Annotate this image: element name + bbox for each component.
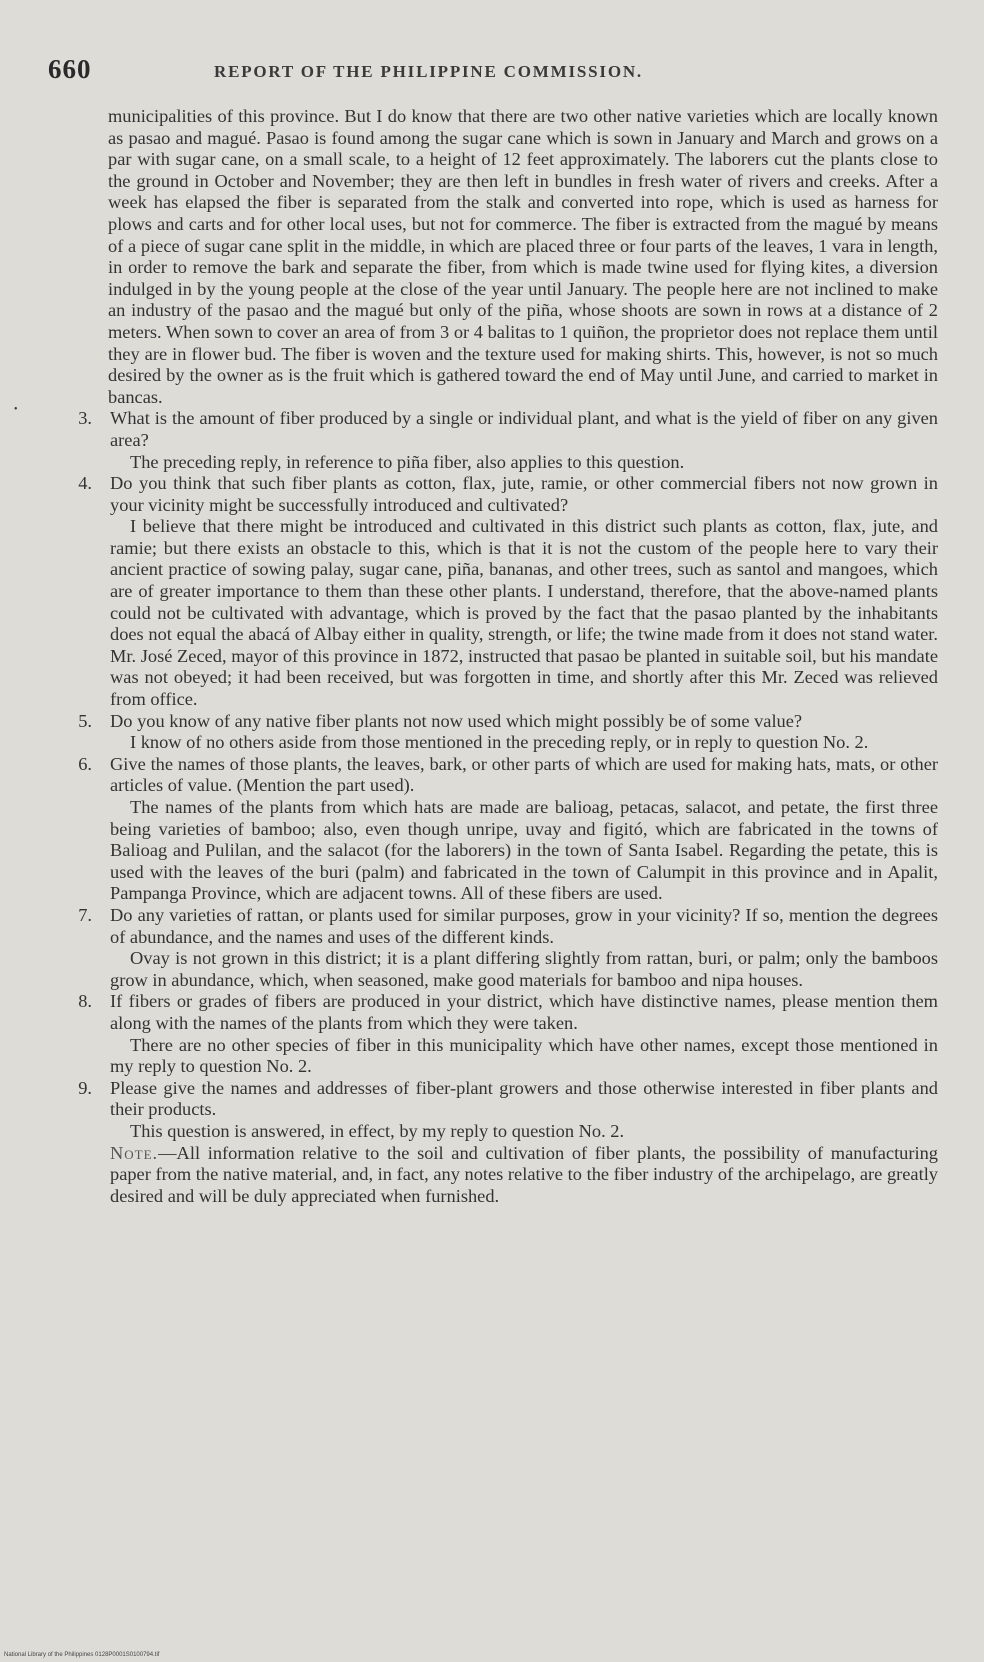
continuation-paragraph: municipalities of this province. But I do know that there are two other native varieties which are locally known as pasao and magué. Pasao is found among the sugar cane which is sown in January and March and grows on a par with sugar cane, on a small scale, to a height of 12 feet approximately. The laborers cut the plants close to the ground in October and November; they are then left in bundles in fresh water of rivers and creeks. After a week has elapsed the fiber is separated from the stalk and converted into rope, which is used as harness for plows and carts and for other local uses, but not for commerce. The fiber is extracted from the magué by means of a piece of sugar cane split in the middle, in which are placed three or four parts of the leaves, 1 vara in length, in order to remove the bark and separate the fiber, from which is made twine used for flying kites, a diversion indulged in by the young people at the close of the year until January. The people here are not inclined to make an industry of the pasao and the magué but only of the piña, whose shoots are sown in rows at a distance of 2 meters. When sown to cover an area of from 3 or 4 balitas to 1 quiñon, the proprietor does not replace them until they are in flower bud. The fiber is woven and the texture used for making shirts. This, however, is not so much desired by the owner as is the fruit which is gathered toward the end of May until June, and carried to market in bancas. [108, 106, 938, 407]
question-item-6 [62, 754, 938, 797]
answer-text: I believe that there might be introduced and cultivated in this district such plants as cotton, flax, jute, and ramie; but there exists an obstacle to this, which is that it is not the custom of the people here to vary their ancient practice of sowing palay, sugar cane, piña, bananas, and other trees, such as santol and mangoes, which are of greater importance to them than these other plants. I understand, therefore, that the above-named plants could not be cultivated with advantage, which is proved by the fact that the pasao planted by the inhabitants does not equal the abacá of Albay either in quality, strength, or life; the twine made from it does not stand water. Mr. José Zeced, mayor of this province in 1872, instructed that pasao be planted in suitable soil, but his mandate was not obeyed; it had been received, but was forgotten in time, and shortly after this Mr. Zeced was relieved from office. [110, 516, 938, 710]
page-number: 660 [48, 54, 92, 84]
question-item-9 [62, 1078, 938, 1121]
question-item-5 [62, 711, 938, 733]
question-number: 5. [78, 710, 92, 731]
question-text: Please give the names and addresses of fiber-plant growers and those otherwise interested in fiber plants and their products. [110, 1077, 938, 1120]
closing-note [62, 1143, 938, 1208]
answer-text: The names of the plants from which hats are made are balioag, petacas, salacot, and petate, the first three being varieties of bamboo; also, even though unripe, uvay and figitó, which are fabricated in the towns of Balioag and Pulilan, and the salacot (for the laborers) in the town of Santa Isabel. Regarding the petate, this is used with the leaves of the buri (palm) and fabricated in the town of Calumpit in this province and in Apalit, Pampanga Province, which are adjacent towns. All of these fibers are used. [110, 797, 938, 904]
question-number: 8. [78, 991, 92, 1012]
running-title: REPORT OF THE PHILIPPINE COMMISSION. [214, 62, 643, 81]
body-text [62, 106, 938, 1207]
margin-mark: • [14, 404, 18, 415]
answer-text: This question is answered, in effect, by my reply to question No. 2. [130, 1120, 625, 1141]
page-header [44, 52, 944, 92]
question-item-4 [62, 473, 938, 516]
question-text: Do you think that such fiber plants as cotton, flax, jute, ramie, or other commercial fibers not now grown in your vicinity might be successfully introduced and cultivated? [110, 473, 938, 515]
question-number: 6. [78, 753, 92, 774]
note-text: —All information relative to the soil and cultivation of fiber plants, the possibility of manufacturing paper from the native material, and, in fact, any notes relative to the fiber industry of the archipelago, are greatly desired and will be duly appreciated when furnished. [110, 1142, 938, 1206]
note-label: Note. [110, 1142, 159, 1163]
question-item-8 [62, 991, 938, 1034]
question-text: Do you know of any native fiber plants not now used which might possibly be of some value? [110, 710, 803, 731]
question-number: 9. [78, 1077, 92, 1098]
scan-footer: National Library of the Philippines 0128P0001S0100794.tif [4, 1652, 160, 1658]
question-number: 4. [78, 473, 92, 494]
question-number: 3. [78, 408, 92, 429]
question-text: What is the amount of fiber produced by a single or individual plant, and what is the yield of fiber on any given area? [110, 408, 938, 450]
answer-text: The preceding reply, in reference to piña fiber, also applies to this question. [130, 451, 685, 472]
answer-text: I know of no others aside from those mentioned in the preceding reply, or in reply to question No. 2. [130, 732, 869, 753]
question-number: 7. [78, 904, 92, 925]
question-text: If fibers or grades of fibers are produced in your district, which have distinctive names, please mention them along with the names of the plants from which they were taken. [110, 991, 938, 1033]
answer-text: Ovay is not grown in this district; it is a plant differing slightly from rattan, buri, or palm; only the bamboos grow in abundance, which, when seasoned, make good materials for bamboo and nipa houses. [110, 948, 938, 990]
question-item-7 [62, 905, 938, 948]
question-item-3 [62, 408, 938, 451]
answer-text: There are no other species of fiber in this municipality which have other names, except those mentioned in my reply to question No. 2. [110, 1034, 938, 1077]
question-text: Do any varieties of rattan, or plants used for similar purposes, grow in your vicinity? If so, mention the degrees of abundance, and the names and uses of the different kinds. [110, 904, 938, 947]
question-text: Give the names of those plants, the leaves, bark, or other parts of which are used for making hats, mats, or other articles of value. (Mention the part used). [110, 753, 938, 796]
